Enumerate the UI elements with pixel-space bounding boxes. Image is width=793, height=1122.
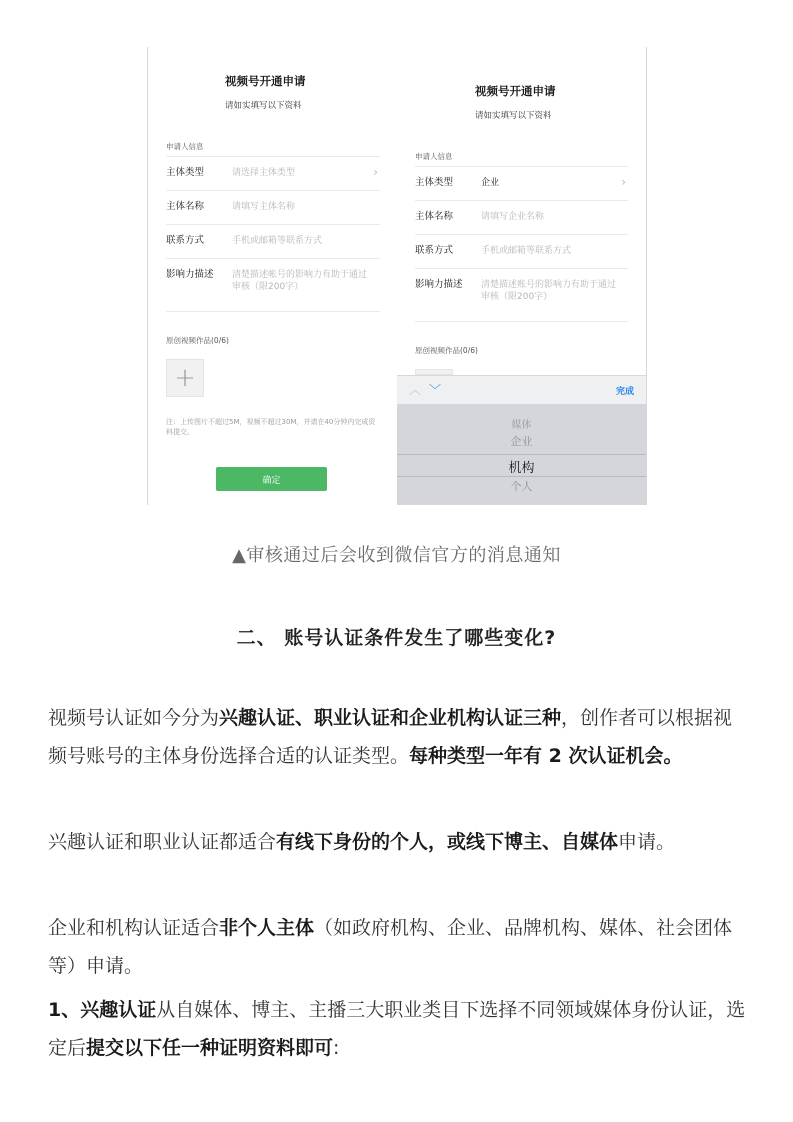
- screenshot-apply-form-left: [147, 47, 398, 505]
- field-entity-name[interactable]: [415, 200, 628, 234]
- field-label: 主体名称: [415, 211, 454, 222]
- picker-option[interactable]: 媒体: [511, 420, 532, 431]
- section-applicant-label: 申请人信息: [415, 152, 453, 161]
- chevron-up-icon[interactable]: ︿: [409, 383, 422, 397]
- paragraph-enterprise: [48, 909, 748, 985]
- section-heading: 二、 账号认证条件发生了哪些变化?: [236, 627, 557, 649]
- text-run: 从自媒体、博主、主播三大职业类目下选择不同领域媒体身份认证，选定后: [48, 999, 746, 1059]
- text-run-bold: 有线下身份的个人，或线下博主、自媒体: [276, 831, 619, 853]
- text-run-bold: 兴趣认证、职业认证和企业机构认证三种: [219, 707, 562, 729]
- field-placeholder: 请填写主体名称: [232, 202, 296, 212]
- section-works-label: 原创视频作品(0/6): [166, 336, 229, 345]
- field-entity-type[interactable]: [166, 156, 380, 190]
- text-run: 兴趣认证和职业认证都适合: [48, 831, 277, 853]
- picker-wheel[interactable]: [397, 404, 646, 505]
- picker-toolbar: [397, 375, 646, 405]
- section-works-label: 原创视频作品(0/6): [415, 346, 478, 355]
- field-contact[interactable]: [166, 224, 380, 258]
- chevron-right-icon: ›: [373, 165, 378, 179]
- text-run-bold: 非个人主体: [219, 917, 315, 939]
- field-placeholder: 请填写企业名称: [481, 212, 545, 222]
- picker-divider: [397, 476, 646, 477]
- text-run: :: [333, 1037, 340, 1059]
- field-value: 企业: [481, 178, 500, 188]
- field-placeholder: 手机或邮箱等联系方式: [481, 246, 572, 256]
- form-title: 视频号开通申请: [225, 74, 306, 88]
- picker-divider: [397, 454, 646, 455]
- paragraph-interest-professional: [48, 823, 748, 861]
- text-run: 视频号认证如今分为: [48, 707, 220, 729]
- field-label: 联系方式: [415, 245, 454, 256]
- field-placeholder: 清楚描述帐号的影响力有助于通过审核（限200字）: [232, 270, 368, 292]
- picker-option-selected[interactable]: 机构: [508, 461, 535, 476]
- field-label: 联系方式: [166, 235, 205, 246]
- field-label: 主体名称: [166, 201, 205, 212]
- field-placeholder: 清楚描述账号的影响力有助于通过审核（限200字）: [481, 280, 617, 302]
- text-run: 申请。: [618, 831, 676, 853]
- text-run: ，创作者可以根据视频号账号的主体身份选择合适的认证类型。: [48, 707, 733, 767]
- field-influence[interactable]: [166, 258, 380, 312]
- field-placeholder: 手机或邮箱等联系方式: [232, 236, 323, 246]
- image-caption: ▲审核通过后会收到微信官方的消息通知: [232, 545, 561, 566]
- field-label: 主体类型: [415, 177, 454, 188]
- text-run-bold: 1、兴趣认证: [48, 999, 157, 1021]
- field-label: 影响力描述: [166, 269, 214, 280]
- field-label: 主体类型: [166, 167, 205, 178]
- text-run-bold: 提交以下任一种证明资料即可: [86, 1037, 334, 1059]
- form-subtitle: 请如实填写以下资料: [475, 111, 552, 121]
- chevron-down-icon[interactable]: ﹀: [429, 383, 442, 397]
- text-run: 企业和机构认证适合: [48, 917, 220, 939]
- upload-note: 注：上传图片不超过5M，视频不超过30M，并请在40分钟内完成资料提交。: [166, 418, 376, 436]
- field-influence[interactable]: [415, 268, 628, 322]
- picker-option[interactable]: 个人: [510, 480, 533, 493]
- field-contact[interactable]: [415, 234, 628, 268]
- picker-done-button[interactable]: 完成: [615, 387, 634, 397]
- form-subtitle: 请如实填写以下资料: [225, 101, 302, 111]
- confirm-button[interactable]: 确定: [216, 467, 327, 491]
- section-applicant-label: 申请人信息: [166, 142, 204, 151]
- field-entity-name[interactable]: [166, 190, 380, 224]
- paragraph-interest-detail: [48, 991, 748, 1067]
- chevron-right-icon: ›: [621, 175, 626, 189]
- field-entity-type[interactable]: [415, 166, 628, 200]
- form-title: 视频号开通申请: [475, 84, 556, 98]
- picker-option[interactable]: 企业: [510, 435, 533, 448]
- text-run-bold: 每种类型一年有 2 次认证机会。: [409, 745, 683, 767]
- upload-add-button[interactable]: [166, 359, 204, 397]
- field-label: 影响力描述: [415, 279, 463, 290]
- field-placeholder: 请选择主体类型: [232, 168, 296, 178]
- text-run: （如政府机构、企业、品牌机构、媒体、社会团体等）申请。: [48, 917, 733, 977]
- screenshot-apply-form-right: [397, 47, 647, 505]
- paragraph-certification-types: [48, 699, 748, 775]
- plus-icon: +: [174, 363, 196, 393]
